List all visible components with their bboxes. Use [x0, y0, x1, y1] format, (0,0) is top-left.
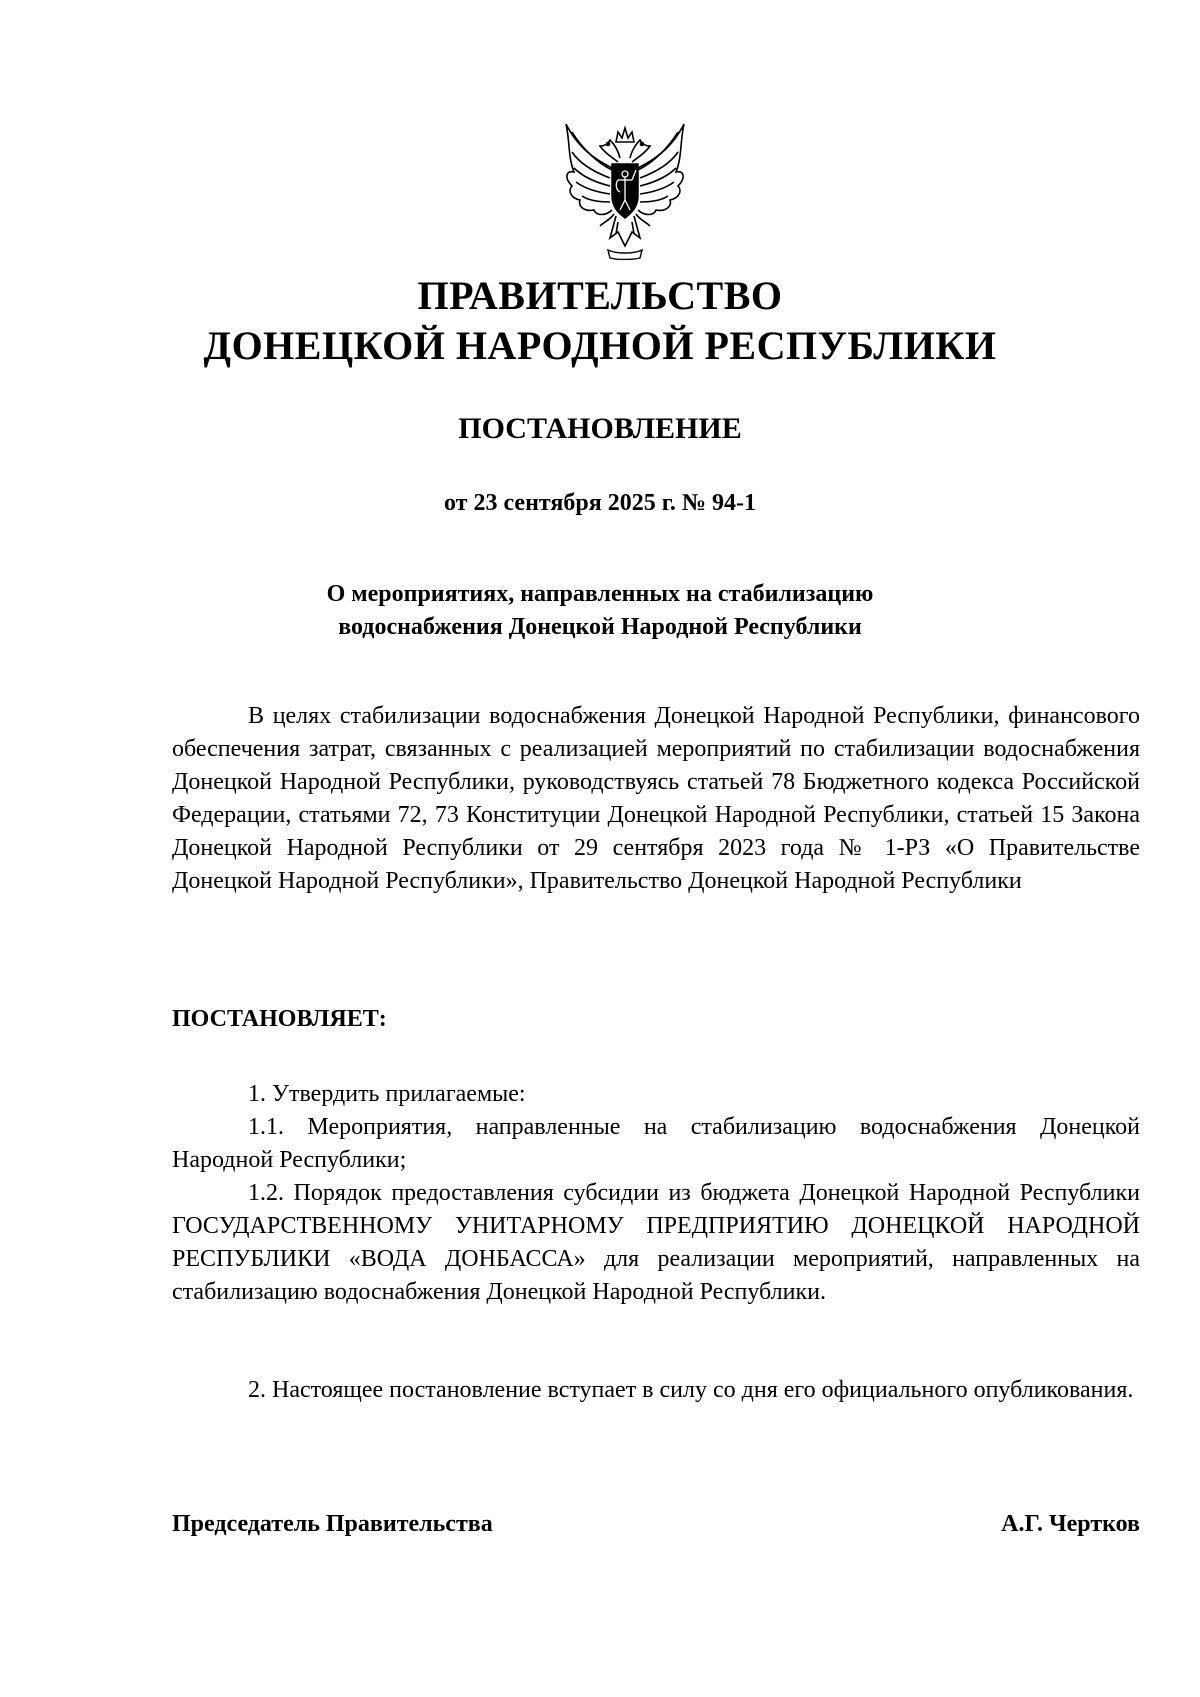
subject-line2: водоснабжения Донецкой Народной Республики: [338, 614, 862, 640]
item-1: 1. Утвердить прилагаемые:: [248, 1081, 526, 1107]
document-subject: [0, 578, 1200, 644]
government-title-line2: ДОНЕЦКОЙ НАРОДНОЙ РЕСПУБЛИКИ: [203, 323, 997, 368]
government-title: [0, 271, 1200, 371]
resolution-item-2-block: [172, 1374, 1140, 1407]
preamble-paragraph: В целях стабилизации водоснабжения Донецкой Народной Республики, финансового обеспечения затрат, связанных с реализацией мероприятий по стабилизации водоснабжения Донецкой Народной Республики, руководствуясь статьей 78 Бюджетного кодекса Российской Федерации, статьями 72, 73 Конституции Донецкой Народной Республики, статьей 15 Закона Донецкой Народной Республики от 29 сентября 2023 года № 1-РЗ «О Правительстве Донецкой Народной Республики», Правительство Донецкой Народной Республики: [172, 703, 1140, 894]
government-title-line1: ПРАВИТЕЛЬСТВО: [417, 273, 783, 318]
coat-of-arms-icon: [560, 112, 690, 260]
item-2: 2. Настоящее постановление вступает в силу со дня его официального опубликования.: [248, 1377, 1134, 1403]
subject-line1: О мероприятиях, направленных на стабилизацию: [326, 581, 874, 607]
signatory-name: А.Г. Чертков: [1001, 1511, 1140, 1537]
item-1-1: 1.1. Мероприятия, направленные на стабилизацию водоснабжения Донецкой Народной Республики;: [172, 1114, 1140, 1173]
document-type: ПОСТАНОВЛЕНИЕ: [458, 412, 742, 445]
signatory-position: Председатель Правительства: [172, 1511, 493, 1537]
item-1-2: 1.2. Порядок предоставления субсидии из бюджета Донецкой Народной Республики ГОСУДАРСТВЕННОМУ УНИТАРНОМУ ПРЕДПРИЯТИЮ ДОНЕЦКОЙ НАРОДНОЙ РЕСПУБЛИКИ «ВОДА ДОНБАССА» для реализации мероприятий, направленных на стабилизацию водоснабжения Донецкой Народной Республики.: [172, 1180, 1140, 1305]
document-date-number: от 23 сентября 2025 г. № 94-1: [444, 490, 756, 516]
resolves-heading: ПОСТАНОВЛЯЕТ:: [172, 1006, 387, 1032]
resolution-items: [172, 1078, 1140, 1309]
preamble-block: [172, 700, 1140, 898]
